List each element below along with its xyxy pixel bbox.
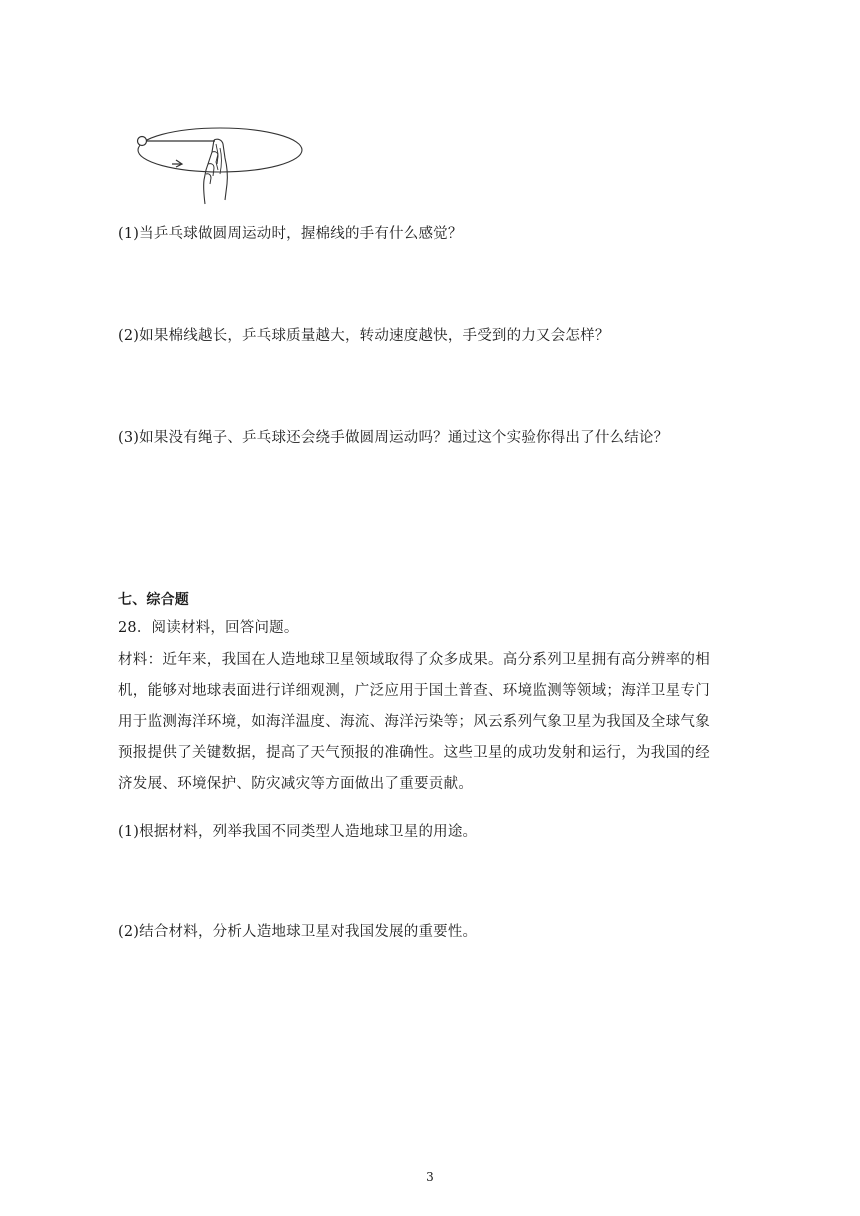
material-question-2: (2)结合材料，分析人造地球卫星对我国发展的重要性。 [118, 924, 478, 940]
question-title: 28．阅读材料，回答问题。 [118, 620, 299, 636]
material-line: 预报提供了关键数据，提高了天气预报的准确性。这些卫星的成功发射和运行，为我国的经 [118, 745, 710, 761]
experiment-question-2: (2)如果棉线越长，乒乓球质量越大，转动速度越快，手受到的力又会怎样？ [118, 328, 610, 344]
material-line: 材料：近年来，我国在人造地球卫星领域取得了众多成果。高分系列卫星拥有高分辨率的相 [118, 652, 710, 668]
hand-swinging-ball-icon [132, 118, 307, 208]
material-question-1: (1)根据材料，列举我国不同类型人造地球卫星的用途。 [118, 824, 478, 840]
material-paragraph [118, 645, 744, 800]
material-line: 济发展、环境保护、防灾减灾等方面做出了重要贡献。 [118, 776, 474, 792]
page-number: 3 [426, 1170, 434, 1184]
experiment-question-3: (3)如果没有绳子、乒乓球还会绕手做圆周运动吗？通过这个实验你得出了什么结论？ [118, 430, 669, 446]
experiment-question-1: (1)当乒乓球做圆周运动时，握棉线的手有什么感觉？ [118, 226, 463, 242]
material-line: 用于监测海洋环境，如海洋温度、海流、海洋污染等；风云系列气象卫星为我国及全球气象 [118, 714, 710, 730]
section-heading: 七、综合题 [118, 592, 189, 608]
material-line: 机，能够对地球表面进行详细观测，广泛应用于国土普查、环境监测等领域；海洋卫星专门 [118, 683, 710, 699]
